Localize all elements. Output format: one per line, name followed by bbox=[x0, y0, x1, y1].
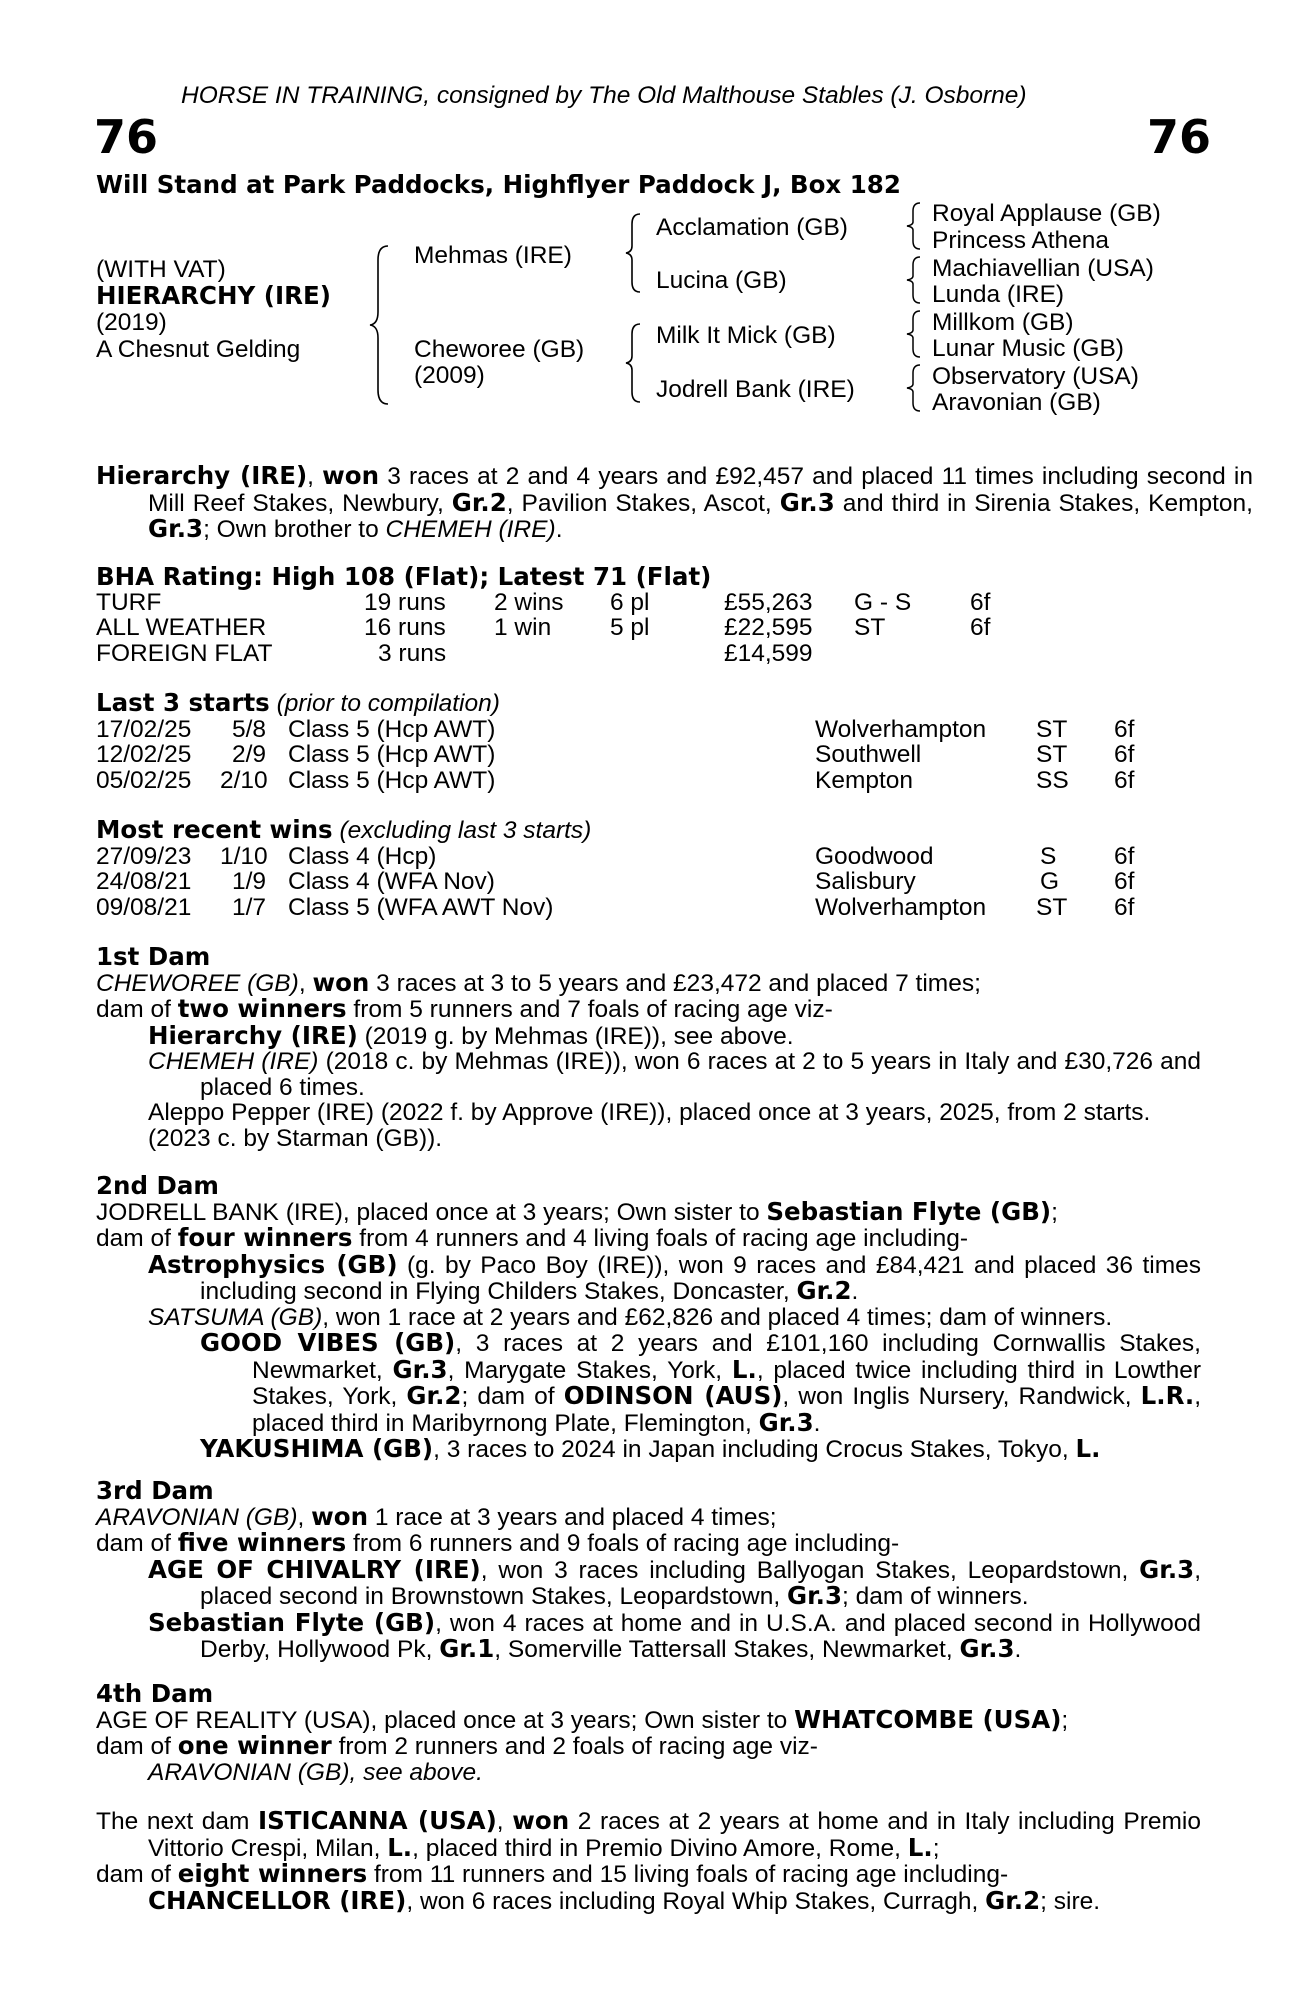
horse-description: A Chesnut Gelding bbox=[96, 336, 301, 363]
grandparent-2: Princess Athena bbox=[932, 227, 1110, 254]
race-class: Class 5 (WFA AWT Nov) bbox=[288, 893, 554, 921]
grandparent-3: Machiavellian (USA) bbox=[932, 255, 1154, 282]
distance: 6f bbox=[970, 588, 991, 616]
winners-count: five winners bbox=[177, 1528, 347, 1557]
last-starts-section bbox=[96, 690, 1201, 793]
dam-text: dam of bbox=[96, 996, 178, 1023]
position: 5/8 bbox=[232, 715, 267, 743]
dam-text: ; bbox=[1051, 1198, 1058, 1226]
course: Wolverhampton bbox=[815, 893, 987, 921]
going: ST bbox=[1036, 893, 1068, 921]
produce-name: Astrophysics (GB) bbox=[148, 1249, 398, 1279]
win-row bbox=[96, 869, 1201, 895]
win-row bbox=[96, 844, 1201, 870]
date: 27/09/23 bbox=[96, 842, 192, 870]
dam-sire: Milk It Mick (GB) bbox=[656, 322, 836, 349]
surface-type: FOREIGN FLAT bbox=[96, 639, 273, 667]
grandparent-6: Lunar Music (GB) bbox=[932, 335, 1124, 362]
produce-entry bbox=[96, 1305, 1201, 1331]
section-heading: 1st Dam bbox=[96, 942, 211, 971]
distance: 6f bbox=[1114, 868, 1135, 895]
win-row bbox=[96, 895, 1201, 921]
dam-line: CHEWOREE (GB), won 3 races at 3 to 5 years and £23,472 and placed 7 times; bbox=[96, 967, 981, 997]
summary-text: . bbox=[555, 516, 563, 543]
produce-text: , won Inglis Nursery, Randwick, bbox=[782, 1383, 1141, 1410]
winners-count: two winners bbox=[177, 994, 347, 1023]
sire-dam: Lucina (GB) bbox=[656, 267, 787, 294]
dam-text: AGE OF REALITY (USA), placed once at 3 years; Own sister to bbox=[96, 1706, 795, 1734]
dam-name: ARAVONIAN (GB) bbox=[96, 1503, 298, 1531]
section-heading: Most recent wins bbox=[96, 815, 333, 844]
course: Kempton bbox=[815, 766, 914, 794]
grandparent-1: Royal Applause (GB) bbox=[932, 200, 1161, 227]
bha-heading: BHA Rating: High 108 (Flat); Latest 71 (Flat) bbox=[96, 562, 712, 591]
dam-produce-line bbox=[96, 1225, 1201, 1252]
produce-name: CHEMEH (IRE) bbox=[148, 1048, 319, 1075]
section-heading: 4th Dam bbox=[96, 1679, 214, 1708]
course: Southwell bbox=[815, 741, 922, 768]
produce-entry: (2023 c. by Starman (GB)). bbox=[148, 1124, 443, 1152]
summary-paragraph: Hierarchy (IRE), won 3 races at 2 and 4 years and £92,457 and placed 11 times including second in Mill Reef Stakes, Newbury, Gr.2, Pavilion Stakes, Ascot, Gr.3 and third in Sirenia Stakes, Kempton, Gr.3; Own brother to CHEMEH (IRE). bbox=[96, 461, 1253, 543]
start-row bbox=[96, 717, 1201, 743]
produce-name: Hierarchy (IRE) bbox=[148, 1020, 358, 1050]
dam-text: dam of bbox=[96, 1225, 178, 1252]
fourth-dam-section bbox=[96, 1681, 1201, 1785]
recent-wins-heading bbox=[96, 817, 1201, 844]
course: Salisbury bbox=[815, 868, 916, 895]
earnings: £14,599 bbox=[724, 639, 813, 667]
brace-dam bbox=[622, 320, 648, 406]
produce-name: GOOD VIBES (GB) bbox=[200, 1328, 456, 1357]
start-row bbox=[96, 742, 1201, 768]
dam-text: dam of bbox=[96, 1861, 178, 1888]
distance: 6f bbox=[1114, 766, 1135, 794]
distance: 6f bbox=[1114, 893, 1135, 921]
sire-sire: Acclamation (GB) bbox=[656, 214, 848, 241]
grade-label: Gr.3 bbox=[786, 1581, 843, 1610]
produce-text: (g. by Paco Boy (IRE)), won 9 races and £84,421 and placed 36 times including second in Flying Childers Stakes, Doncaster, bbox=[200, 1251, 1201, 1305]
brace-g2 bbox=[904, 255, 926, 305]
produce-text: , see above. bbox=[349, 1758, 483, 1786]
brace-g1 bbox=[904, 201, 926, 251]
race-class: Class 5 (Hcp AWT) bbox=[288, 715, 496, 743]
winners-count: one winner bbox=[177, 1731, 332, 1760]
going: ST bbox=[1036, 715, 1068, 743]
section-heading: Last 3 starts bbox=[96, 688, 270, 717]
produce-entry bbox=[96, 1885, 1201, 1915]
date: 12/02/25 bbox=[96, 741, 192, 768]
winners-count: eight winners bbox=[177, 1859, 368, 1888]
course: Goodwood bbox=[815, 842, 934, 870]
start-row bbox=[96, 768, 1201, 794]
earnings: £22,595 bbox=[724, 614, 813, 641]
grandproduce-entry bbox=[96, 1436, 1201, 1463]
produce-name: AGE OF CHIVALRY (IRE) bbox=[148, 1554, 481, 1584]
grade-label: Gr.2 bbox=[406, 1381, 462, 1410]
grade-label: L. bbox=[907, 1832, 933, 1862]
grade-label: L. bbox=[387, 1832, 413, 1862]
dam-produce-line bbox=[96, 1733, 1201, 1760]
summary-text: , Pavilion Stakes, Ascot, bbox=[506, 489, 780, 517]
summary-text: ; Own brother to bbox=[203, 516, 386, 543]
consignment-line: HORSE IN TRAINING, consigned by The Old Malthouse Stables (J. Osborne) bbox=[181, 82, 1027, 109]
location-line: Will Stand at Park Paddocks, Highflyer Paddock J, Box 182 bbox=[96, 170, 901, 199]
position: 1/9 bbox=[232, 868, 267, 895]
brace-g4 bbox=[904, 363, 926, 413]
sibling-name: Sebastian Flyte (GB) bbox=[766, 1196, 1052, 1226]
brother-name: CHEMEH (IRE) bbox=[385, 516, 556, 543]
produce-text: , won 6 races including Royal Whip Stakes, Curragh, bbox=[406, 1887, 986, 1915]
grade-label: L.R. bbox=[1140, 1381, 1195, 1410]
produce-text: ; dam of bbox=[461, 1383, 564, 1410]
produce-text: , placed third in Maribyrnong Plate, Flemington, bbox=[252, 1383, 1202, 1437]
runs: 16 runs bbox=[364, 614, 446, 641]
produce-name: CHANCELLOR (IRE) bbox=[148, 1885, 407, 1915]
produce-text: ; dam of winners. bbox=[842, 1583, 1029, 1610]
position: 1/10 bbox=[220, 842, 268, 870]
sire-name: Mehmas (IRE) bbox=[414, 242, 572, 269]
dam-dam: Jodrell Bank (IRE) bbox=[656, 376, 855, 403]
section-note: (prior to compilation) bbox=[276, 690, 500, 717]
vat-label: (WITH VAT) bbox=[96, 256, 226, 283]
lot-number-right: 76 bbox=[1147, 110, 1212, 164]
dam-text: JODRELL BANK (IRE), placed once at 3 years; Own sister to bbox=[96, 1198, 767, 1226]
position: 2/10 bbox=[220, 766, 268, 794]
produce-name: Sebastian Flyte (GB) bbox=[148, 1607, 436, 1637]
won-label: won bbox=[512, 1806, 570, 1835]
produce-entry bbox=[96, 1249, 1201, 1305]
winners-count: four winners bbox=[177, 1223, 353, 1252]
dam-text: 2 races at 2 years at home and in Italy including Premio Vittorio Crespi, Milan, bbox=[148, 1808, 1201, 1862]
next-dam-section bbox=[96, 1808, 1201, 1914]
summary-won: won bbox=[322, 461, 380, 490]
dam-text: The next dam bbox=[96, 1808, 259, 1835]
bha-row bbox=[96, 641, 1201, 667]
earnings: £55,263 bbox=[724, 588, 813, 616]
produce-text: , 3 races to 2024 in Japan including Crocus Stakes, Tokyo, bbox=[433, 1436, 1076, 1463]
dam-produce-line bbox=[96, 1530, 1201, 1557]
first-dam-section bbox=[96, 944, 1201, 1151]
grade-label: Gr.1 bbox=[439, 1634, 495, 1663]
going: ST bbox=[854, 614, 886, 641]
grade-label: Gr.3 bbox=[1139, 1554, 1195, 1584]
distance: 6f bbox=[1114, 842, 1135, 870]
grade-label: Gr.2 bbox=[451, 487, 507, 517]
produce-text: (2018 c. by Mehmas (IRE)), won 6 races at 2 to 5 years in Italy and £30,726 and placed 6 times. bbox=[200, 1048, 1202, 1101]
produce-text: , won 4 races at home and in U.S.A. and placed second in Hollywood Derby, Hollywood Pk, bbox=[200, 1609, 1201, 1663]
runs: 3 runs bbox=[378, 639, 447, 667]
grandparent-7: Observatory (USA) bbox=[932, 363, 1139, 390]
produce-entry: Aleppo Pepper (IRE) (2022 f. by Approve (IRE)), placed once at 3 years, 2025, from 2 starts. bbox=[148, 1099, 1151, 1126]
summary-text: and third in Sirenia Stakes, Kempton, bbox=[834, 489, 1253, 517]
grandparent-4: Lunda (IRE) bbox=[932, 281, 1065, 308]
going: G bbox=[1040, 868, 1060, 895]
sibling-name: WHATCOMBE (USA) bbox=[794, 1704, 1062, 1734]
bha-row bbox=[96, 615, 1201, 641]
produce-text: , 3 races at 2 years and £101,160 including Cornwallis Stakes, Newmarket, bbox=[252, 1330, 1201, 1384]
dam-name: CHEWOREE (GB) bbox=[96, 969, 299, 997]
produce-name: ARAVONIAN (GB) bbox=[148, 1758, 350, 1786]
distance: 6f bbox=[970, 614, 991, 641]
grandparent-8: Aravonian (GB) bbox=[932, 389, 1101, 416]
going: G - S bbox=[854, 588, 912, 616]
bha-section bbox=[96, 564, 1201, 666]
surface-type: TURF bbox=[96, 588, 162, 616]
dam-line bbox=[96, 1808, 1201, 1861]
dam-text: , placed third in Premio Divino Amore, Rome, bbox=[412, 1834, 908, 1862]
runs: 19 runs bbox=[364, 588, 446, 616]
produce-entry bbox=[96, 1607, 1201, 1663]
produce-name: SATSUMA (GB) bbox=[148, 1303, 323, 1331]
produce-text: , placed twice including third in Lowther Stakes, York, bbox=[252, 1356, 1202, 1410]
produce-entry bbox=[96, 1554, 1201, 1610]
produce-text: , Somerville Tattersall Stakes, Newmarket, bbox=[494, 1636, 960, 1663]
race-class: Class 4 (WFA Nov) bbox=[288, 868, 495, 895]
section-note: (excluding last 3 starts) bbox=[339, 817, 592, 844]
date: 24/08/21 bbox=[96, 868, 192, 895]
summary-text: 3 races at 2 and 4 years and £92,457 and placed 11 times including second in Mill Reef Stakes, Newbury, bbox=[148, 463, 1253, 517]
grade-label: Gr.3 bbox=[758, 1407, 814, 1437]
dam-year: (2009) bbox=[414, 362, 485, 389]
distance: 6f bbox=[1114, 741, 1135, 768]
produce-entry bbox=[96, 1760, 1201, 1786]
dam-line bbox=[96, 1196, 1201, 1226]
grade-label: Gr.3 bbox=[959, 1634, 1015, 1663]
produce-text: ; sire. bbox=[1040, 1887, 1101, 1915]
dam-text: 3 races at 3 to 5 years and £23,472 and placed 7 times; bbox=[369, 969, 981, 997]
produce-name: ODINSON (AUS) bbox=[563, 1381, 783, 1410]
dam-text: ; bbox=[932, 1834, 940, 1862]
brace-horse bbox=[366, 240, 396, 410]
third-dam-section bbox=[96, 1478, 1201, 1663]
produce-text: . bbox=[1014, 1636, 1022, 1663]
summary-horse-name: Hierarchy (IRE) bbox=[96, 461, 308, 490]
won-label: won bbox=[311, 1501, 369, 1531]
race-class: Class 5 (Hcp AWT) bbox=[288, 766, 496, 794]
date: 09/08/21 bbox=[96, 893, 192, 921]
bha-row bbox=[96, 590, 1201, 616]
dam-text: from 2 runners and 2 foals of racing age viz- bbox=[331, 1733, 818, 1760]
dam-text: from 11 runners and 15 living foals of racing age including- bbox=[367, 1861, 1009, 1888]
brace-sire bbox=[622, 210, 648, 296]
dam-text: 1 race at 3 years and placed 4 times; bbox=[368, 1503, 777, 1531]
produce-text: , placed second in Brownstown Stakes, Leopardstown, bbox=[200, 1556, 1201, 1610]
placed: 5 pl bbox=[610, 614, 650, 641]
dam-text: , bbox=[496, 1808, 513, 1835]
grandparent-5: Millkom (GB) bbox=[932, 309, 1074, 336]
wins: 2 wins bbox=[494, 588, 564, 616]
produce-entry bbox=[96, 1020, 1201, 1050]
position: 1/7 bbox=[232, 893, 267, 921]
date: 05/02/25 bbox=[96, 766, 192, 794]
grade-label: Gr.3 bbox=[779, 487, 835, 517]
produce-name: YAKUSHIMA (GB) bbox=[200, 1434, 434, 1463]
race-class: Class 4 (Hcp) bbox=[288, 842, 437, 870]
distance: 6f bbox=[1114, 715, 1135, 743]
dam-text: from 6 runners and 9 foals of racing age including- bbox=[346, 1530, 900, 1557]
date: 17/02/25 bbox=[96, 715, 192, 743]
grade-label: Gr.2 bbox=[796, 1276, 852, 1305]
dam-text: from 5 runners and 7 foals of racing age viz- bbox=[346, 996, 833, 1023]
second-dam-section bbox=[96, 1173, 1201, 1463]
produce-text: . bbox=[813, 1409, 821, 1437]
grade-label: Gr.3 bbox=[392, 1354, 448, 1384]
produce-text: , won 3 races including Ballyogan Stakes, Leopardstown, bbox=[480, 1556, 1140, 1584]
section-heading: 3rd Dam bbox=[96, 1476, 214, 1505]
grade-label: L. bbox=[1075, 1434, 1101, 1463]
dam-produce-line bbox=[96, 1861, 1201, 1888]
dam-text: ; bbox=[1061, 1706, 1069, 1734]
lot-number-left: 76 bbox=[94, 110, 159, 164]
grade-label: L. bbox=[731, 1354, 757, 1384]
surface-type: ALL WEATHER bbox=[96, 614, 267, 641]
horse-name: HIERARCHY (IRE) bbox=[96, 281, 331, 310]
wins: 1 win bbox=[494, 614, 552, 641]
last-starts-heading bbox=[96, 690, 1201, 717]
produce-text: (2019 g. by Mehmas (IRE)), see above. bbox=[357, 1022, 794, 1050]
dam-text: dam of bbox=[96, 1733, 178, 1760]
grade-label: Gr.2 bbox=[985, 1885, 1041, 1915]
dam-produce-line bbox=[96, 996, 1201, 1023]
race-class: Class 5 (Hcp AWT) bbox=[288, 741, 496, 768]
section-heading: 2nd Dam bbox=[96, 1171, 219, 1200]
brace-g3 bbox=[904, 309, 926, 359]
produce-text: , won 1 race at 2 years and £62,826 and placed 4 times; dam of winners. bbox=[322, 1303, 1113, 1331]
dam-line bbox=[96, 1704, 1201, 1734]
recent-wins-section bbox=[96, 817, 1201, 920]
horse-year: (2019) bbox=[96, 309, 167, 336]
won-label: won bbox=[312, 967, 370, 997]
going: S bbox=[1040, 842, 1057, 870]
dam-text: from 4 runners and 4 living foals of racing age including- bbox=[352, 1225, 969, 1252]
course: Wolverhampton bbox=[815, 715, 987, 743]
placed: 6 pl bbox=[610, 588, 650, 616]
going: ST bbox=[1036, 741, 1068, 768]
dam-line: ARAVONIAN (GB), won 1 race at 3 years and placed 4 times; bbox=[96, 1501, 777, 1531]
produce-text: , Marygate Stakes, York, bbox=[447, 1356, 732, 1384]
produce-entry bbox=[96, 1049, 1201, 1100]
produce-text: . bbox=[851, 1278, 859, 1305]
dam-name: ISTICANNA (USA) bbox=[258, 1806, 497, 1835]
dam-text: dam of bbox=[96, 1530, 178, 1557]
grandproduce-entry bbox=[96, 1330, 1201, 1436]
grade-label: Gr.3 bbox=[148, 514, 204, 543]
dam-name: Cheworee (GB) bbox=[414, 336, 585, 363]
going: SS bbox=[1036, 766, 1069, 794]
position: 2/9 bbox=[232, 741, 267, 768]
